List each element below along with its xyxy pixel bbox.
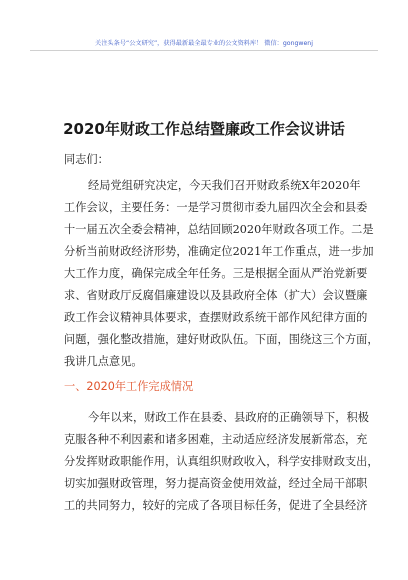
paragraph-line: 克服各种不利因素和诸多困难，主动适应经济发展新常态，充 [64,433,368,446]
paragraph-line: 工的共同努力，较好的完成了各项目标任务，促进了全县经济 [64,499,368,512]
paragraph-line: 工作会议，主要任务：一是学习贯彻市委九届四次全会和县委 [64,201,368,214]
paragraph-line: 大工作力度，确保完成全年任务。三是根据全面从严治党新要 [64,267,368,280]
paragraph-line: 经局党组研究决定，今天我们召开财政系统X年2020年 [88,179,361,192]
paragraph-line: 今年以来，财政工作在县委、县政府的正确领导下，积极 [88,411,369,424]
document-title: 2020年财政工作总结暨廉政工作会议讲话 [63,120,345,138]
paragraph-line: 分析当前财政经济形势，准确定位2021年工作重点，进一步加 [64,245,374,258]
header-divider [30,50,378,51]
header-banner: 关注头条号“公文研究”，获得最新最全最专业的公文资料库！ 微信：gongwenj [95,40,313,47]
paragraph-line: 分发挥财政职能作用，认真组织财政收入，科学安排财政支出， [64,455,379,468]
salutation: 同志们： [64,153,109,166]
paragraph-line: 十一届五次全委会精神，总结回顾2020年财政各项工作。二是 [64,223,374,236]
paragraph-line: 切实加强财政管理，努力提高资金使用效益，经过全局干部职 [64,477,368,490]
paragraph-line: 政工作会议精神具体要求，查摆财政系统干部作风纪律方面的 [64,311,368,324]
paragraph-line: 我讲几点意见。 [64,355,143,368]
paragraph-line: 求、省财政厅反腐倡廉建设以及县政府全体（扩大）会议暨廉 [64,289,368,302]
section-heading: 一、2020年工作完成情况 [64,380,194,393]
paragraph-line: 问题，强化整改措施，建好财政队伍。下面，围绕这三个方面， [64,333,379,346]
